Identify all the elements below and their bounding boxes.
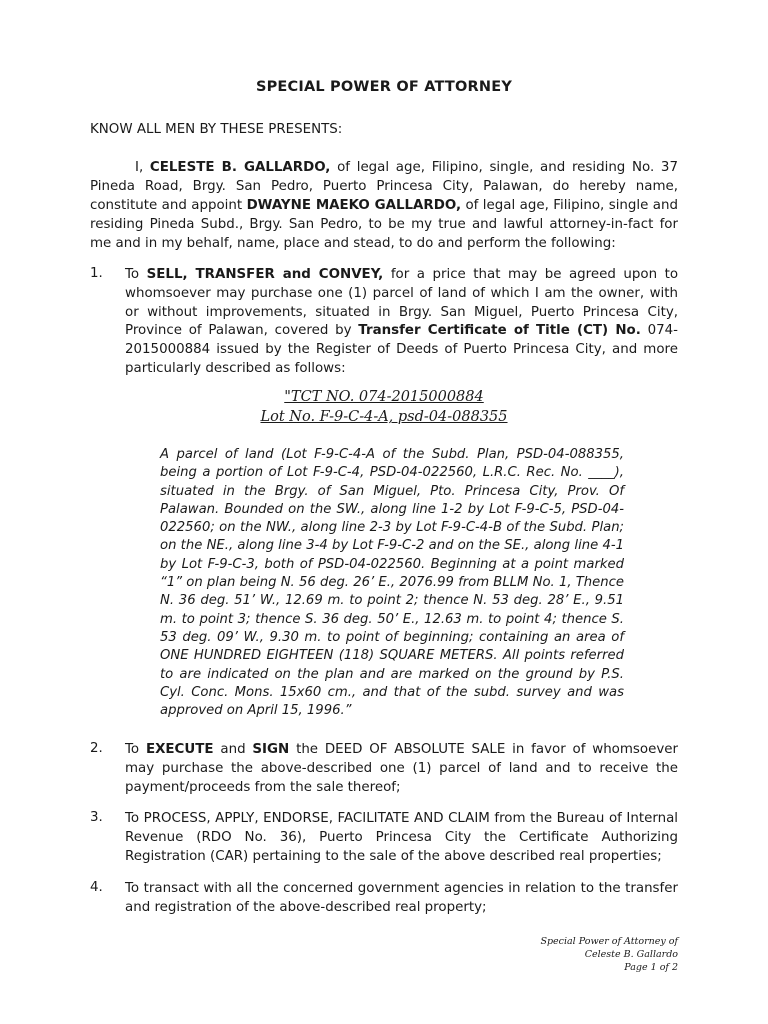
- item-body: the DEED OF ABSOLUTE SALE in favor of whomsoever may purchase the above-described one (1) parcel of land and to receive the payment/proceeds from the sale thereof;: [125, 742, 678, 795]
- item-number: 1.: [90, 266, 103, 281]
- item-bold: SELL, TRANSFER and CONVEY,: [146, 267, 384, 282]
- item-mid: and: [220, 742, 246, 757]
- intro-part2: of legal age, Filipino, single and residing Pineda Subd., Brgy. San Pedro, to be my true and lawful attorney-in-fact for me and in my behalf, name, place and stead, to do and perform the following:: [90, 198, 678, 251]
- intro-paragraph: [90, 158, 678, 253]
- land-description: A parcel of land (Lot F-9-C-4-A of the Subd. Plan, PSD-04-088355, being a portion of Lot F-9-C-4, PSD-04-022560, L.R.C. Rec. No. ____), situated in the Brgy. of San Miguel, Pto. Princesa City, Prov. Of Palawan. Bounded on the SW., along line 1-2 by Lot F-9-C-5, PSD-04-022560; on the NW., along line 2-3 by Lot F-9-C-4-B of the Subd. Plan; on the NE., along line 3-4 by Lot F-9-C-2 and on the SE., along line 4-1 by Lot F-9-C-3, both of PSD-04-022560. Beginning at a point marked “1” on plan being N. 56 deg. 26’ E., 2076.99 from BLLM No. 1, Thence N. 36 deg. 51’ W., 12.69 m. to point 2; thence N. 53 deg. 28’ E., 9.51 m. to point 3; thence S. 36 deg. 50’ E., 12.63 m. to point 4; thence S. 53 deg. 09’ W., 9.30 m. to point of beginning; containing an area of ONE HUNDRED EIGHTEEN (118) SQUARE METERS. All points referred to are indicated on the plan and are marked on the ground by P.S. Cyl. Conc. Mons. 15x60 cm., and that of the subd. survey and was approved on April 15, 1996.”: [160, 447, 624, 719]
- greeting: KNOW ALL MEN BY THESE PRESENTS:: [90, 122, 343, 137]
- item-number: 2.: [90, 741, 103, 756]
- list-item-3: [90, 810, 678, 866]
- item-bold-2: SIGN: [252, 742, 290, 757]
- intro-i: I,: [135, 160, 144, 175]
- list-item-1: [90, 266, 678, 379]
- page-number: Page 1 of 2: [624, 962, 678, 973]
- item-text: [125, 741, 678, 797]
- principal-name: CELESTE B. GALLARDO,: [149, 160, 331, 175]
- document-title: SPECIAL POWER OF ATTORNEY: [255, 79, 513, 95]
- tct-heading: [0, 387, 768, 427]
- attorney-name: DWAYNE MAEKO GALLARDO,: [246, 198, 462, 213]
- lot-number: Lot No. F-9-C-4-A, psd-04-088355: [260, 409, 508, 425]
- list-item-4: [90, 880, 678, 918]
- item-lead: To: [125, 742, 140, 757]
- item-body-2: 074-2015000884 issued by the Register of Deeds of Puerto Princesa City, and more particularly described as follows:: [125, 323, 678, 376]
- page-footer: [540, 935, 678, 974]
- item-lead: To: [125, 267, 140, 282]
- item-number: 3.: [90, 810, 103, 825]
- item-body: for a price that may be agreed upon to whomsoever may purchase one (1) parcel of land of which I am the owner, with or without improvements, situated in Brgy. San Miguel, Puerto Princesa City, Province of Palawan, covered by: [125, 267, 679, 339]
- item-bold: EXECUTE: [145, 742, 214, 757]
- tct-number: "TCT NO. 074-2015000884: [284, 389, 484, 405]
- list-item-2: [90, 741, 678, 797]
- intro-part1: of legal age, Filipino, single, and residing No. 37 Pineda Road, Brgy. San Pedro, Puerto Princesa City, Palawan, do hereby name, constitute and appoint: [90, 160, 678, 213]
- item-text: To PROCESS, APPLY, ENDORSE, FACILITATE AND CLAIM from the Bureau of Internal Revenue (RDO No. 36), Puerto Princesa City the Certificate Authorizing Registration (CAR) pertaining to the sale of the above described real properties;: [125, 811, 678, 864]
- footer-doc-title: Special Power of Attorney of: [540, 936, 678, 947]
- footer-principal: Celeste B. Gallardo: [584, 949, 678, 960]
- item-bold-2: Transfer Certificate of Title (CT) No.: [358, 323, 641, 339]
- item-text: To transact with all the concerned government agencies in relation to the transfer and registration of the above-described real property;: [125, 881, 678, 915]
- item-number: 4.: [90, 880, 103, 895]
- item-text: [125, 266, 678, 379]
